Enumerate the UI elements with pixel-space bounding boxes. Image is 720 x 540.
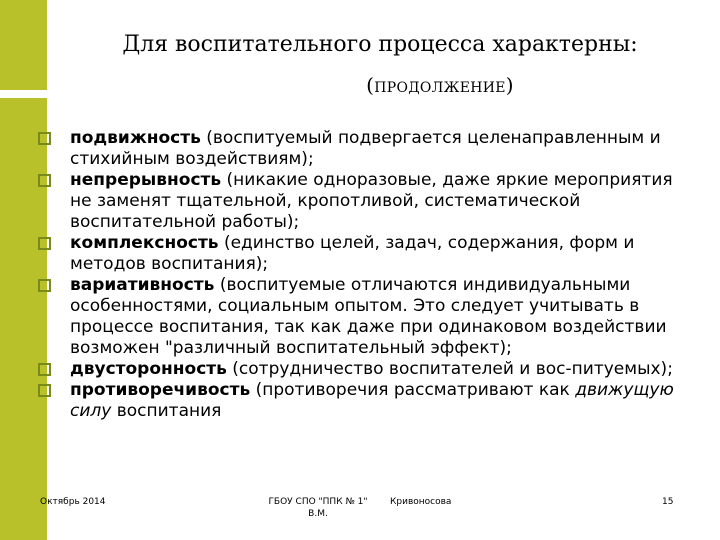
- bullet-term: подвижность: [70, 128, 201, 148]
- square-bullet-icon: [38, 384, 51, 397]
- bullet-list: [38, 128, 688, 422]
- list-item: [38, 380, 688, 422]
- footer-author: Кривоносова: [390, 497, 452, 507]
- footer-org-line2: В.М.: [308, 509, 328, 519]
- square-bullet-icon: [38, 363, 51, 376]
- bullet-text: (сотрудничество воспитателей и вос-питуемых);: [226, 359, 673, 379]
- list-item: [38, 359, 688, 380]
- list-item: [38, 170, 688, 233]
- square-bullet-icon: [38, 279, 51, 292]
- bullet-text: (воспитуемый подвергается целенаправленным и стихийным воздействиям);: [70, 128, 661, 169]
- bullet-emphasis: движущую силу: [70, 380, 674, 421]
- page-number: 15: [662, 497, 674, 507]
- square-bullet-icon: [38, 237, 51, 250]
- list-item: [38, 128, 688, 170]
- bullet-text: (никакие одноразовые, даже яркие мероприятия не заменят тщательной, кропотливой, систематической воспитательной работы);: [70, 170, 673, 232]
- bullet-term: двусторонность: [70, 359, 227, 379]
- bullet-text: (противоречия рассматривают как: [250, 380, 576, 400]
- slide-title-block: [70, 30, 690, 101]
- slide-subtitle-text: ПРОДОЛЖЕНИЕ: [374, 80, 506, 96]
- list-item: [38, 233, 688, 275]
- slide-title: Для воспитательного процесса характерны:: [122, 32, 638, 57]
- list-item: [38, 275, 688, 359]
- footer-organization: [258, 496, 378, 520]
- square-bullet-icon: [38, 174, 51, 187]
- bullet-tail: воспитания: [111, 401, 222, 421]
- square-bullet-icon: [38, 132, 51, 145]
- sidebar-divider: [0, 90, 47, 98]
- bullet-term: комплексность: [70, 233, 219, 253]
- bullet-term: противоречивость: [70, 380, 251, 400]
- footer-org-line1: ГБОУ СПО "ППК № 1": [268, 497, 368, 507]
- bullet-term: вариативность: [70, 275, 215, 295]
- bullet-text: (единство целей, задач, содержания, форм и методов воспитания);: [70, 233, 635, 274]
- slide-subtitle: (ПРОДОЛЖЕНИЕ): [366, 73, 514, 97]
- bullet-term: непрерывность: [70, 170, 222, 190]
- footer-date: Октябрь 2014: [40, 497, 106, 507]
- bullet-text: (воспитуемые отличаются индивидуальными особенностями, социальным опытом. Это следует учитывать в процессе воспитания, так как даже при одинаковом воздействии возможен "различный воспитательный эффект);: [70, 275, 667, 358]
